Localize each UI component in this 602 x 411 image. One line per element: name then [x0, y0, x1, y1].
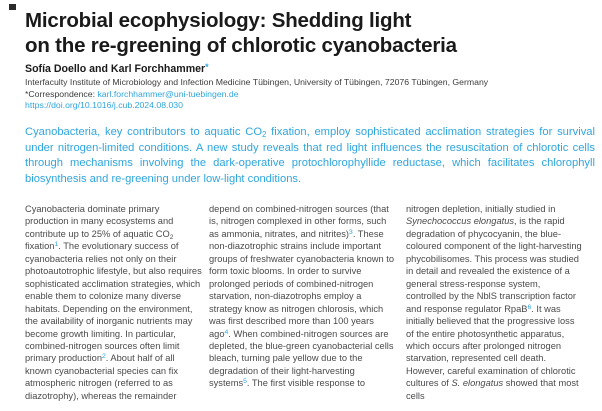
- text-run: , is the rapid degradation of phycocyanin, the blue-coloured component of the light-harvesting phycobilisomes. This process was studied in detail and revealed the existence of a general stress-response system, controlled by the NblS transcription factor and response regulator RpaB: [406, 216, 582, 314]
- affiliation-line: Interfaculty Institute of Microbiology and Infection Medicine Tübingen, University of Tübingen, 72076 Tübingen, Germany: [25, 77, 489, 87]
- text-run: Cyanobacteria, key contributors to aquatic CO: [25, 126, 263, 138]
- text-run: . When combined-nitrogen sources are depleted, the blue-green cyanobacterial cells bleach, turning pale yellow due to the degradation of their light-harvesting systems: [209, 328, 394, 389]
- correspondence-line: [25, 89, 239, 99]
- reference-link[interactable]: 1: [54, 241, 59, 249]
- reference-link[interactable]: 2: [102, 353, 106, 361]
- doi-link[interactable]: https://doi.org/10.1016/j.cub.2024.08.030: [25, 100, 183, 110]
- text-run: Cyanobacteria dominate primary production in many ecosystems and contribute up to 25% of aquatic CO: [25, 204, 174, 239]
- article-title-line2: on the re-greening of chlorotic cyanobacteria: [25, 34, 457, 57]
- subscript-text: 2: [169, 233, 174, 241]
- text-run: . It was initially believed that the progressive loss of the entire photosynthetic apparatus, which occurs after prolonged nitrogen starvation, represented cell death. However, careful examination of chlorotic cultures of: [406, 303, 576, 389]
- correspondence-email-link[interactable]: karl.forchhammer@uni-tuebingen.de: [97, 89, 239, 99]
- body-column-3: [406, 203, 582, 402]
- correspondence-asterisk-link[interactable]: *: [205, 62, 209, 72]
- body-column-1: [25, 203, 202, 402]
- text-run: nitrogen depletion, initially studied in: [406, 204, 556, 214]
- reference-link[interactable]: 3: [349, 228, 353, 236]
- text-run: fixation, employ sophisticated acclimation strategies for survival under nitrogen-limited conditions. A new study reveals that red light influences the resuscitation of chlorotic cells through mechanisms involving the dark-operative protochlorophyllide reductase, which facilitates chlorophyll biosynthesis and re-greening under low-light conditions.: [25, 126, 595, 185]
- article-title: [25, 8, 585, 58]
- text-run: . These non-diazotrophic strains include important groups of freshwater cyanobacteria known to form toxic blooms. In order to survive prolonged periods of combined-nitrogen starvation, non-diazotrophs employ a strategy know as nitrogen chlorosis, which was first described more than 100 years ago: [209, 228, 395, 339]
- subscript-text: 2: [262, 130, 267, 140]
- text-run: . About half of all known cyanobacterial species can fix atmospheric nitrogen (referred to as diazotrophy), whereas the remainder: [25, 353, 178, 401]
- species-name: Synechococcus elongatus: [406, 216, 515, 227]
- text-run: showed that most cells: [406, 378, 579, 401]
- page-corner-mark: [9, 4, 16, 10]
- text-run: depend on combined-nitrogen sources (that is, nitrogen complexed in other forms, such as ammonia, nitrates, and nitrites): [209, 204, 389, 239]
- abstract-summary: [25, 125, 595, 187]
- text-run: . The first visible response to: [246, 378, 366, 389]
- reference-link[interactable]: 5: [243, 378, 247, 386]
- reference-link[interactable]: 4: [224, 328, 229, 336]
- author-line: [25, 62, 209, 75]
- body-column-2: [209, 203, 395, 390]
- species-name: S. elongatus: [451, 378, 504, 389]
- reference-link[interactable]: 6: [527, 303, 532, 311]
- text-run: fixation: [25, 241, 55, 252]
- author-names: Sofía Doello and Karl Forchhammer: [25, 63, 206, 75]
- text-run: . The evolutionary success of cyanobacteria relies not only on their photoautotrophic lifestyle, but also requires sophisticated acclimation strategies, which enable them to colonize many diverse habitats. Depending on the environment, the availability of inorganic nutrients may become growth limiting. In particular, combined-nitrogen sources often limit primary production: [25, 241, 202, 364]
- correspondence-label: *Correspondence:: [25, 89, 98, 99]
- article-title-line1: Microbial ecophysiology: Shedding light: [25, 9, 412, 32]
- doi-line: [25, 100, 183, 110]
